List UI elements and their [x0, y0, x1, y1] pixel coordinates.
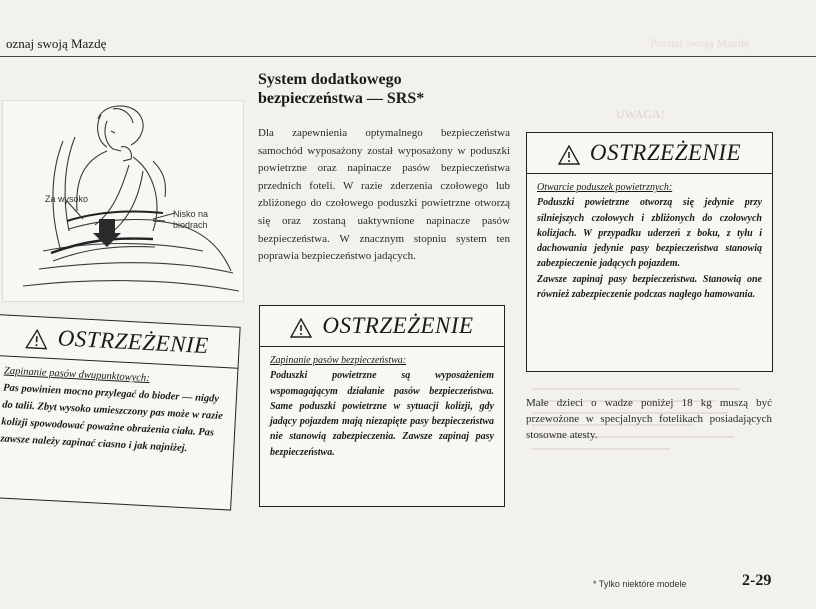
- warning-heading: [527, 133, 772, 174]
- warning-title: Otwarcie poduszek powietrznych:: [537, 182, 673, 193]
- warning-box-seatbelt: [259, 305, 505, 507]
- warning-heading-text: OSTRZEŻENIE: [57, 325, 210, 359]
- warning-title: Zapinanie pasów bezpieczeństwa:: [270, 355, 407, 366]
- section-body: Dla zapewnienia optymalnego bezpieczeństwa samochód wyposażony został wyposażony w poduszki powietrzne oraz napinacze pasów bezpieczeństwa przednich foteli. W razie zderzenia czołowego lub zbliżonego do czołowego poduszki powietrzne otworzą się oraz zostaną uaktywnione napinacze pasów bezpieczeństwa. W znacznym stopniu system ten poprawia bezpieczeństwo jadących.: [258, 127, 510, 263]
- bleed-through-text: Poznaj swoją Mazdę: [650, 36, 750, 50]
- warning-text-2: Zawsze zapinaj pasy bezpieczeństwa. Stanowią one również zabezpieczenie podczas nagłego hamowania.: [537, 273, 762, 301]
- page-number: 2-29: [742, 572, 772, 589]
- warning-triangle-icon: [558, 145, 580, 165]
- caption-low-on-hips: Nisko na biodrach: [173, 209, 209, 230]
- seatbelt-illustration: [2, 100, 244, 302]
- warning-box-lap-belt: [0, 314, 241, 511]
- warning-triangle-icon: [25, 328, 48, 349]
- warning-title: Zapinanie pasów dwupunktowych:: [3, 365, 150, 385]
- section-title: System dodatkowego bezpieczeństwa — SRS*: [258, 71, 425, 107]
- warning-text: Pas powinien mocno przylegać do bioder — nigdy do talii. Zbyt wysoko umieszczony pas może w razie kolizji spowodować poważne obrażenia ciała. Pas zawsze należy zapinać ciasno i jak najniżej.: [0, 382, 224, 455]
- header-rule: [0, 56, 816, 57]
- footnote: * Tylko niektóre modele: [593, 579, 687, 589]
- warning-text: Poduszki powietrzne są wyposażeniem wspomagającym działanie pasów bezpieczeństwa. Same poduszki powietrzne w sytuacji kolizji, gdy jadący pojazdem mają niezapięte pasy bezpieczeństwa nie stanowią zabezpieczenia. Zawsze zapinaj pasy bezpieczeństwa.: [270, 370, 494, 458]
- bleed-through-text: UWAGA!: [616, 107, 665, 121]
- warning-heading: [260, 306, 504, 347]
- section-header: oznaj swoją Mazdę: [6, 36, 107, 51]
- warning-box-airbag: [526, 132, 773, 372]
- warning-triangle-icon: [290, 318, 312, 338]
- child-seat-note: Małe dzieci o wadze poniżej 18 kg muszą być przewożone w specjalnych fotelikach posiadających stosowne atesty.: [526, 397, 772, 441]
- woman-seated-drawing: [3, 101, 243, 301]
- warning-text: Poduszki powietrzne otworzą się jedynie przy silniejszych czołowych i zbliżonych do czołowych kolizjach. W przypadku uderzeń z boku, z tyłu i dachowania jedynie pasy bezpieczeństwa stanowią zabezpieczenie jadących pojazdem.: [537, 197, 762, 270]
- caption-too-high: Za wysoko: [45, 194, 89, 204]
- warning-heading-text: OSTRZEŻENIE: [322, 313, 474, 338]
- warning-heading-text: OSTRZEŻENIE: [589, 140, 742, 165]
